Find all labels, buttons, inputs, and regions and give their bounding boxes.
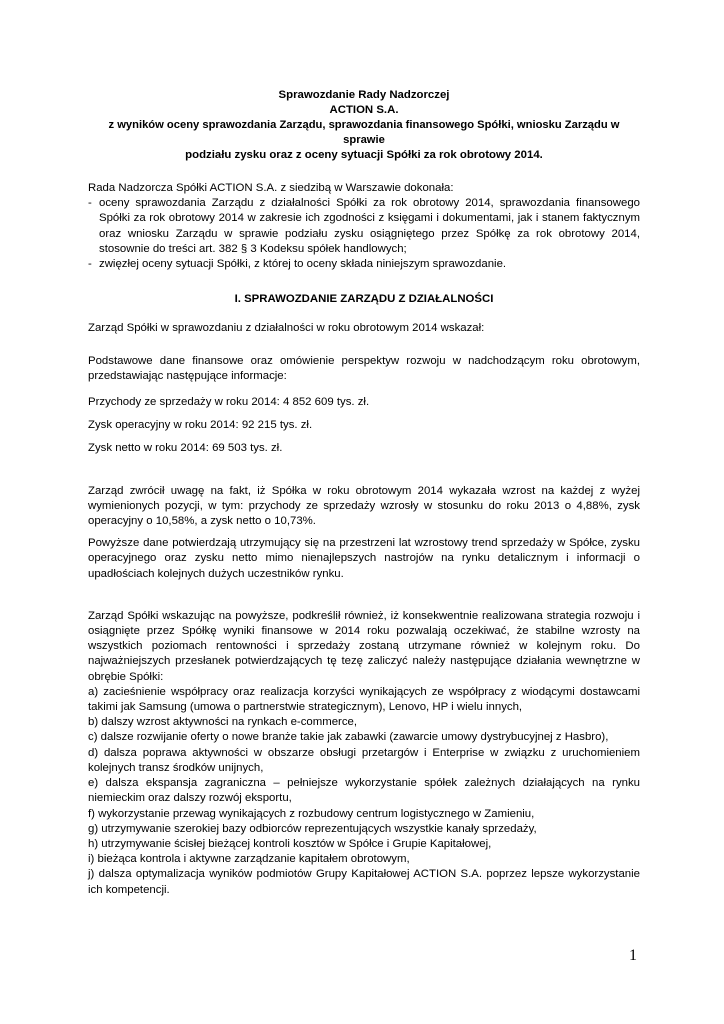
document-page <box>88 88 640 898</box>
intro-bullet-2-text: zwięzłej oceny sytuacji Spółki, z której to oceny składa niniejszym sprawozdanie. <box>99 258 507 271</box>
list-item: j) dalsza optymalizacja wyników podmiotów Grupy Kapitałowej ACTION S.A. poprzez lepsze wykorzystanie ich kompetencji. <box>88 868 640 896</box>
bullet-dash: - <box>88 258 92 271</box>
operating-profit-line: Zysk operacyjny w roku 2014: 92 215 tys. zł. <box>88 419 313 432</box>
section-heading: I. SPRAWOZDANIE ZARZĄDU Z DZIAŁALNOŚCI <box>234 293 494 306</box>
list-item: f) wykorzystanie przewag wynikających z rozbudowy centrum logistycznego w Zamieniu, <box>88 807 535 820</box>
title-line-4: podziału zysku oraz z oceny sytuacji Spółki za rok obrotowy 2014. <box>185 149 543 161</box>
list-item: i) bieżąca kontrola i aktywne zarządzanie kapitałem obrotowym, <box>88 853 410 866</box>
intro-bullet-2 <box>88 257 640 272</box>
title-line-3: z wyników oceny sprawozdania Zarządu, sprawozdania finansowego Spółki, wniosku Zarządu w sprawie <box>108 119 620 146</box>
action-list <box>88 685 640 898</box>
title-line-2: ACTION S.A. <box>329 104 399 116</box>
list-item: e) dalsza ekspansja zagraniczna – pełniejsze wykorzystanie spółek zależnych działających na rynku niemieckim oraz dalszy rozwój eksportu, <box>88 777 640 805</box>
list-item: c) dalsze rozwijanie oferty o nowe branże takie jak zabawki (zawarcie umowy dystrybucyjnej z Hasbro), <box>88 731 609 744</box>
title-line-1: Sprawozdanie Rady Nadzorczej <box>278 89 450 101</box>
bullet-dash: - <box>88 197 92 210</box>
intro-lead: Rada Nadzorcza Spółki ACTION S.A. z siedzibą w Warszawie dokonała: <box>88 182 454 194</box>
section-paragraph-4: Powyższe dane potwierdzają utrzymujący się na przestrzeni lat wzrostowy trend sprzedaży w Spółce, zysku operacyjnego oraz zysku netto mimo nienajlepszych nastrojów na rynku detalicznym i informacji o upadłościach kolejnych dużych uczestników rynku. <box>88 537 640 580</box>
list-item: h) utrzymywanie ścisłej bieżącej kontroli kosztów w Spółce i Grupie Kapitałowej, <box>88 837 492 850</box>
intro-bullet-1 <box>88 196 640 257</box>
list-item: a) zacieśnienie współpracy oraz realizacja korzyści wynikających ze współpracy z wiodącymi dostawcami takimi jak Samsung (umowa o partnerstwie strategicznym), Lenovo, HP i wielu innych, <box>88 685 640 714</box>
revenue-line: Przychody ze sprzedaży w roku 2014: 4 852 609 tys. zł. <box>88 396 370 409</box>
section-paragraph-3: Zarząd zwrócił uwagę na fakt, iż Spółka w roku obrotowym 2014 wykazała wzrost na każdej z wyżej wymienionych pozycji, w tym: przychody ze sprzedaży wzrosły w stosunku do roku 2013 o 4,88%, zysk operacyjny o 10,58%, a zysk netto o 10,73%. <box>88 484 640 528</box>
section-paragraph-2: Podstawowe dane finansowe oraz omówienie perspektyw rozwoju w nadchodzącym roku obrotowym, przedstawiając następujące informacje: <box>88 354 640 382</box>
list-item: d) dalsza poprawa aktywności w obszarze obsługi przetargów i Enterprise w związku z uruchomieniem kolejnych transz środków unijnych, <box>88 746 640 774</box>
list-item: b) dalszy wzrost aktywności na rynkach e-commerce, <box>88 716 358 729</box>
section-paragraph-1: Zarząd Spółki w sprawozdaniu z działalności w roku obrotowym 2014 wskazał: <box>88 322 485 335</box>
intro-bullet-1-text: oceny sprawozdania Zarządu z działalności Spółki za rok obrotowy 2014, sprawozdania finansowego Spółki za rok obrotowy 2014 w zakresie ich zgodności z księgami i dokumentami, jak i stanem faktycznym oraz wniosku Zarządu w sprawie podziału zysku osiągniętego przez Spółkę za rok obrotowy 2014, stosownie do treści art. 382 § 3 Kodeksu spółek handlowych; <box>99 197 640 255</box>
list-item: g) utrzymywanie szerokiej bazy odbiorców reprezentujących wszystkie kanały sprzedaży, <box>88 822 537 835</box>
section-paragraph-5: Zarząd Spółki wskazując na powyższe, podkreślił również, iż konsekwentnie realizowana strategia rozwoju i osiągnięte przez Spółkę wyniki finansowe w 2014 roku pozwalają oczekiwać, że stabilne wzrosty na wszystkich poziomach rentowności i sprzedaży zostaną utrzymane również w kolejnym roku. Do najważniejszych przesłanek potwierdzających tę tezę zaliczyć należy następujące działania wewnętrzne w obrębie Spółki: <box>88 609 640 683</box>
document-title <box>88 88 640 163</box>
net-profit-line: Zysk netto w roku 2014: 69 503 tys. zł. <box>88 442 283 455</box>
page-number: 1 <box>629 947 637 964</box>
